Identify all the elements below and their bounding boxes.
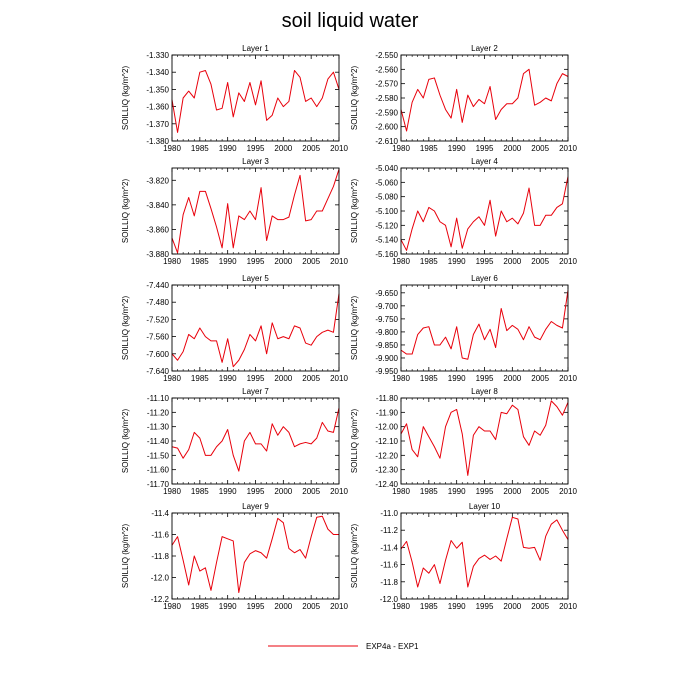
x-tick-label: 2010 bbox=[330, 487, 348, 496]
x-tick-label: 2000 bbox=[503, 257, 522, 266]
x-tick-label: 2010 bbox=[559, 257, 577, 266]
y-tick-label: -5.080 bbox=[375, 192, 398, 202]
panel-title: Layer 3 bbox=[242, 157, 269, 166]
y-tick-label: -9.850 bbox=[375, 340, 398, 350]
y-axis-label: SOILLIQ (kg/m^2) bbox=[121, 408, 130, 474]
x-tick-label: 2005 bbox=[531, 257, 550, 266]
y-tick-label: -11.40 bbox=[146, 437, 169, 446]
x-tick-label: 1980 bbox=[163, 602, 181, 611]
y-tick-label: -2.560 bbox=[375, 65, 398, 75]
x-tick-label: 2000 bbox=[274, 487, 293, 496]
y-tick-label: -3.840 bbox=[146, 200, 169, 210]
y-tick-label: -12.2 bbox=[150, 595, 169, 604]
x-tick-label: 2010 bbox=[330, 144, 348, 153]
x-tick-label: 2005 bbox=[302, 144, 321, 153]
x-tick-label: 1995 bbox=[246, 487, 265, 496]
x-tick-label: 1990 bbox=[447, 144, 466, 153]
y-tick-label: -2.610 bbox=[375, 137, 398, 146]
y-tick-label: -11.70 bbox=[146, 480, 169, 489]
x-tick-label: 1980 bbox=[392, 487, 410, 496]
y-tick-label: -12.10 bbox=[375, 437, 398, 446]
y-tick-label: -11.4 bbox=[151, 509, 169, 518]
x-tick-label: 2000 bbox=[503, 374, 522, 383]
x-tick-label: 1990 bbox=[447, 257, 466, 266]
y-tick-label: -12.00 bbox=[375, 422, 398, 432]
y-tick-label: -1.350 bbox=[146, 85, 169, 95]
x-tick-label: 1985 bbox=[190, 144, 209, 153]
y-tick-label: -1.330 bbox=[146, 51, 169, 60]
y-tick-label: -11.10 bbox=[146, 394, 169, 403]
x-tick-label: 1995 bbox=[475, 257, 494, 266]
panel-title: Layer 5 bbox=[242, 274, 269, 283]
panel-title: Layer 4 bbox=[471, 157, 498, 166]
y-tick-label: -2.550 bbox=[375, 51, 398, 60]
x-tick-label: 2000 bbox=[503, 144, 522, 153]
x-tick-label: 2005 bbox=[531, 374, 550, 383]
x-tick-label: 1985 bbox=[190, 257, 209, 266]
x-tick-label: 1980 bbox=[163, 487, 181, 496]
x-tick-label: 1980 bbox=[392, 144, 410, 153]
x-tick-label: 2000 bbox=[274, 374, 293, 383]
x-tick-label: 2005 bbox=[531, 602, 550, 611]
y-tick-label: -11.8 bbox=[380, 577, 398, 587]
y-tick-label: -9.950 bbox=[375, 367, 398, 376]
y-tick-label: -11.0 bbox=[380, 509, 398, 518]
x-tick-label: 1980 bbox=[392, 257, 410, 266]
y-tick-label: -9.650 bbox=[375, 288, 398, 298]
x-tick-label: 1985 bbox=[419, 374, 438, 383]
panel-title: Layer 7 bbox=[242, 387, 269, 396]
y-tick-label: -5.060 bbox=[375, 178, 398, 188]
panel-title: Layer 10 bbox=[468, 502, 501, 511]
x-tick-label: 1995 bbox=[246, 144, 265, 153]
y-tick-label: -12.40 bbox=[375, 480, 398, 489]
x-tick-label: 2000 bbox=[503, 602, 522, 611]
x-tick-label: 1995 bbox=[475, 144, 494, 153]
x-tick-label: 2010 bbox=[559, 602, 577, 611]
x-tick-label: 1985 bbox=[419, 602, 438, 611]
x-tick-label: 2000 bbox=[274, 144, 293, 153]
y-tick-label: -5.140 bbox=[375, 235, 398, 245]
x-tick-label: 1990 bbox=[218, 144, 237, 153]
y-tick-label: -11.4 bbox=[380, 543, 398, 553]
y-tick-label: -7.640 bbox=[146, 367, 169, 376]
y-tick-label: -7.520 bbox=[146, 315, 169, 325]
y-tick-label: -3.880 bbox=[146, 250, 169, 259]
y-axis-label: SOILLIQ (kg/m^2) bbox=[121, 178, 130, 244]
x-tick-label: 1990 bbox=[218, 374, 237, 383]
x-tick-label: 2000 bbox=[274, 602, 293, 611]
y-tick-label: -9.750 bbox=[375, 314, 398, 324]
y-axis-label: SOILLIQ (kg/m^2) bbox=[350, 65, 359, 131]
x-tick-label: 1985 bbox=[419, 487, 438, 496]
y-tick-label: -5.160 bbox=[375, 250, 398, 259]
y-tick-label: -7.600 bbox=[146, 349, 169, 359]
x-tick-label: 2000 bbox=[274, 257, 293, 266]
y-axis-label: SOILLIQ (kg/m^2) bbox=[350, 178, 359, 244]
panel-title: Layer 6 bbox=[471, 274, 498, 283]
y-tick-label: -11.6 bbox=[380, 560, 398, 570]
y-tick-label: -1.360 bbox=[146, 102, 169, 112]
y-tick-label: -7.440 bbox=[146, 281, 169, 290]
x-tick-label: 1980 bbox=[392, 374, 410, 383]
x-tick-label: 1985 bbox=[190, 374, 209, 383]
y-axis-label: SOILLIQ (kg/m^2) bbox=[350, 295, 359, 361]
x-tick-label: 1995 bbox=[475, 487, 494, 496]
x-tick-label: 1990 bbox=[447, 487, 466, 496]
y-tick-label: -9.700 bbox=[375, 301, 398, 311]
y-tick-label: -2.600 bbox=[375, 122, 398, 132]
x-tick-label: 1990 bbox=[447, 602, 466, 611]
y-tick-label: -2.570 bbox=[375, 79, 398, 89]
panel-title: Layer 8 bbox=[471, 387, 498, 396]
x-tick-label: 2005 bbox=[302, 602, 321, 611]
x-tick-label: 2005 bbox=[302, 257, 321, 266]
x-tick-label: 1990 bbox=[218, 602, 237, 611]
x-tick-label: 2010 bbox=[330, 257, 348, 266]
y-tick-label: -9.800 bbox=[375, 327, 398, 337]
x-tick-label: 1985 bbox=[190, 602, 209, 611]
x-tick-label: 1980 bbox=[163, 257, 181, 266]
y-tick-label: -2.580 bbox=[375, 94, 398, 103]
x-tick-label: 1990 bbox=[218, 257, 237, 266]
panel-title: Layer 9 bbox=[242, 502, 269, 511]
y-tick-label: -11.6 bbox=[151, 530, 169, 540]
x-tick-label: 1985 bbox=[190, 487, 209, 496]
y-axis-label: SOILLIQ (kg/m^2) bbox=[121, 523, 130, 589]
x-tick-label: 1980 bbox=[163, 144, 181, 153]
y-tick-label: -3.820 bbox=[146, 176, 169, 186]
y-tick-label: -7.560 bbox=[146, 332, 169, 342]
y-tick-label: -1.380 bbox=[146, 137, 169, 146]
y-tick-label: -11.8 bbox=[151, 552, 169, 561]
x-tick-label: 2010 bbox=[559, 487, 577, 496]
y-tick-label: -2.590 bbox=[375, 108, 398, 118]
y-axis-label: SOILLIQ (kg/m^2) bbox=[350, 523, 359, 589]
x-tick-label: 2010 bbox=[559, 374, 577, 383]
y-axis-label: SOILLIQ (kg/m^2) bbox=[121, 65, 130, 131]
y-tick-label: -5.040 bbox=[375, 164, 398, 173]
y-tick-label: -11.50 bbox=[146, 451, 169, 461]
x-tick-label: 1990 bbox=[447, 374, 466, 383]
y-tick-label: -5.120 bbox=[375, 221, 398, 231]
legend-label: EXP4a - EXP1 bbox=[366, 642, 419, 651]
y-tick-label: -3.860 bbox=[146, 225, 169, 235]
y-tick-label: -12.30 bbox=[375, 465, 398, 475]
y-tick-label: -1.340 bbox=[146, 68, 169, 78]
x-tick-label: 1980 bbox=[163, 374, 181, 383]
y-tick-label: -11.2 bbox=[380, 526, 398, 536]
y-tick-label: -7.480 bbox=[146, 298, 169, 308]
x-tick-label: 1995 bbox=[246, 257, 265, 266]
x-tick-label: 2005 bbox=[531, 487, 550, 496]
x-tick-label: 1985 bbox=[419, 144, 438, 153]
x-tick-label: 1985 bbox=[419, 257, 438, 266]
x-tick-label: 2000 bbox=[503, 487, 522, 496]
x-tick-label: 1995 bbox=[475, 602, 494, 611]
x-tick-label: 1980 bbox=[392, 602, 410, 611]
figure-title: soil liquid water bbox=[281, 10, 419, 32]
x-tick-label: 2010 bbox=[330, 374, 348, 383]
x-tick-label: 2005 bbox=[531, 144, 550, 153]
y-tick-label: -9.900 bbox=[375, 353, 398, 363]
y-tick-label: -1.370 bbox=[146, 119, 169, 129]
y-axis-label: SOILLIQ (kg/m^2) bbox=[350, 408, 359, 474]
x-tick-label: 1995 bbox=[246, 374, 265, 383]
y-tick-label: -11.60 bbox=[146, 465, 169, 475]
x-tick-label: 2010 bbox=[559, 144, 577, 153]
y-tick-label: -11.20 bbox=[146, 408, 169, 418]
panel-title: Layer 1 bbox=[242, 44, 269, 53]
x-tick-label: 1995 bbox=[475, 374, 494, 383]
y-tick-label: -5.100 bbox=[375, 207, 398, 216]
x-tick-label: 2005 bbox=[302, 374, 321, 383]
x-tick-label: 2010 bbox=[330, 602, 348, 611]
y-tick-label: -11.90 bbox=[375, 408, 398, 418]
y-tick-label: -12.0 bbox=[150, 573, 169, 583]
x-tick-label: 1990 bbox=[218, 487, 237, 496]
y-axis-label: SOILLIQ (kg/m^2) bbox=[121, 295, 130, 361]
x-tick-label: 2005 bbox=[302, 487, 321, 496]
y-tick-label: -12.0 bbox=[379, 595, 398, 604]
panel-title: Layer 2 bbox=[471, 44, 498, 53]
y-tick-label: -11.80 bbox=[375, 394, 398, 403]
y-tick-label: -11.30 bbox=[146, 422, 169, 432]
x-tick-label: 1995 bbox=[246, 602, 265, 611]
y-tick-label: -12.20 bbox=[375, 451, 398, 461]
